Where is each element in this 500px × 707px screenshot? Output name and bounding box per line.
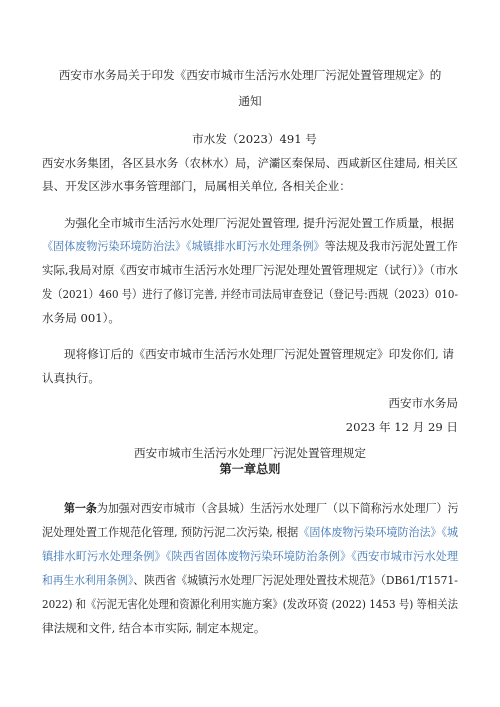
body-paragraph-1-line-4: 发（2021）460 号）进行了修订完善, 并经市司法局审查登记（登记号:西规（2023）010- (42, 287, 458, 301)
body-paragraph-1-line-2: 《固体废物污染环境防治法》《城镇排水町污水处理条例》等法规及我市污泥处置工作 (42, 239, 458, 253)
law-link-solid-waste[interactable]: 《固体废物污染环境防治法》 (42, 239, 187, 253)
article-label: 第一条 (64, 501, 97, 515)
body-paragraph-1-line-3: 实际,我局对原《西安市城市生活污水处理厂污泥处理处置管理规定（试行）》（市水 (42, 263, 459, 277)
document-number: 市水发（2023）491 号 (192, 132, 317, 146)
article-1-line-1: 第一条为加强对西安市城市（含县城）生活污水处理厂（以下简称污水处理厂）污 (64, 501, 459, 515)
regulation-title: 西安市城市生活污水处理厂污泥处置管理规定 (134, 446, 366, 460)
body-paragraph-2-line-2: 认真执行。 (42, 371, 100, 385)
body-paragraph-1-line-5: 水务局 001）。 (42, 311, 120, 325)
law-link-shaanxi-solid-waste[interactable]: 《陕西省固体废物污染环境防治条例》 (165, 549, 352, 563)
article-1-line-5: 2022) 和《污泥无害化处理和资源化利用实施方案》(发改环资 (2022) 1453 号) 等相关法 (42, 597, 458, 611)
issue-date: 2023 年 12 月 29 日 (345, 420, 458, 434)
law-link-urban-drainage-2a[interactable]: 《城 (441, 525, 459, 539)
notice-title-line-2: 通知 (238, 94, 262, 108)
law-link-xian-wastewater-b[interactable]: 和再生水利用条例》 (42, 573, 134, 587)
chapter-heading: 第一章总则 (219, 462, 281, 476)
law-link-urban-drainage-2b[interactable]: 镇排水町污水处理条例》 (42, 549, 166, 563)
body-paragraph-1-line-1: 为强化全市城市生活污水处理厂污泥处置管理, 提升污泥处置工作质量，根据 (64, 216, 454, 230)
signer: 西安市水务局 (388, 396, 458, 410)
article-1-line-6: 律法规和文件, 结合本市实际, 制定本规定。 (42, 621, 266, 635)
law-link-solid-waste-2[interactable]: 《固体废物污染环境防治法》 (298, 525, 442, 539)
law-link-urban-drainage[interactable]: 《城镇排水町污水处理条例》 (186, 239, 325, 253)
recipients-line-1: 西安水务集团，各区县水务（农林水）局，浐灞区秦保局、西咸新区住建局, 相关区 (42, 156, 458, 170)
body-paragraph-2-line-1: 现将修订后的《西安市城市生活污水处理厂污泥处置管理规定》印发你们, 请 (64, 347, 454, 361)
article-1-line-4: 和再生水利用条例》、陕西省《城镇污水处理厂污泥处理处置技术规范》（DB61/T1571- (42, 573, 458, 587)
law-link-xian-wastewater-a[interactable]: 《西安市城市污水处理 (351, 549, 459, 563)
article-1-line-2: 泥处理处置工作规范化管理, 预防污泥二次污染, 根据《固体废物污染环境防治法》《城 (42, 525, 459, 539)
notice-title-line-1: 西安市水务局关于印发《西安市城市生活污水处理厂污泥处置管理规定》的 (58, 68, 442, 82)
article-1-line-3 (42, 548, 458, 564)
recipients-line-2: 县、开发区涉水事务管理部门，局属相关单位, 各相关企业： (42, 179, 351, 193)
